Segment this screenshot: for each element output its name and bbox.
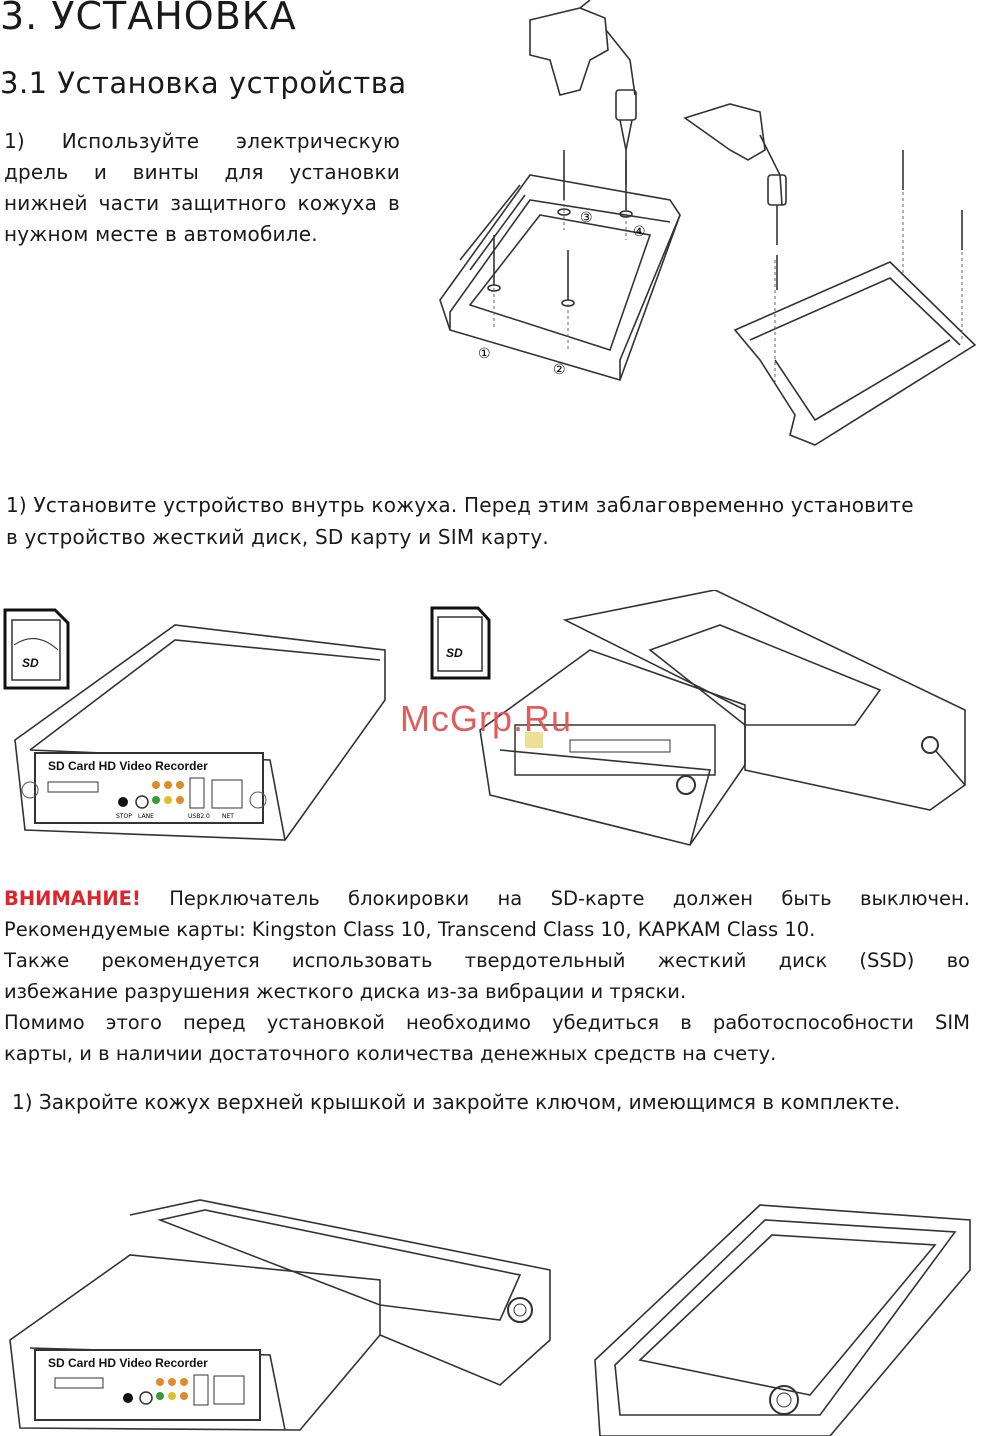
svg-text:SD: SD xyxy=(446,646,463,660)
step2-line2: в устройство жесткий диск, SD карту и SIM карту. xyxy=(6,525,549,549)
device-closing-lid xyxy=(10,1200,550,1430)
watermark: McGrp.Ru xyxy=(400,698,573,739)
step2-text xyxy=(6,489,976,553)
drill-icon-2 xyxy=(685,104,786,245)
warning-line3: Также рекомендуется использовать твердотельный жесткий диск (SSD) во xyxy=(4,949,970,972)
screw-label-4: ④ xyxy=(633,224,646,240)
bracket-install-figure xyxy=(430,0,988,460)
screw-label-3: ③ xyxy=(580,210,593,226)
recorder-device xyxy=(15,625,385,840)
bracket-mounted xyxy=(735,150,975,445)
warning-block xyxy=(4,883,970,1069)
drill-icon xyxy=(530,0,636,185)
bracket-tray xyxy=(440,175,680,380)
svg-text:STOP: STOP xyxy=(116,813,132,820)
svg-text:NET: NET xyxy=(222,813,234,820)
screw-label-1: ① xyxy=(478,346,491,362)
warning-label: ВНИМАНИЕ! xyxy=(4,887,141,910)
device-name-label: SD Card HD Video Recorder xyxy=(48,759,208,773)
warning-line2: Рекомендуемые карты: Kingston Class 10, Transcend Class 10, КАРКАМ Class 10. xyxy=(4,918,816,941)
sd-card-icon xyxy=(5,610,68,688)
lid-close-figure xyxy=(0,1160,988,1436)
section-subtitle: 3.1 Установка устройства xyxy=(0,66,407,100)
step2-line1: 1) Установите устройство внутрь кожуха. Перед этим заблаговременно установите xyxy=(6,493,914,517)
svg-text:SD: SD xyxy=(22,656,39,670)
page-title: 3. УСТАНОВКА xyxy=(0,0,297,38)
step1-text: 1) Используйте электрическую дрель и винты для установки нижней части защитного кожуха в нужном месте в автомобиле. xyxy=(4,129,400,246)
warning-line1: Перключатель блокировки на SD-карте должен быть выключен. xyxy=(140,887,970,910)
sd-card-icon-2 xyxy=(432,608,489,678)
svg-text:SD Card HD Video Recorder: SD Card HD Video Recorder xyxy=(48,1356,208,1370)
warning-line6: карты, и в наличии достаточного количества денежных средств на счету. xyxy=(4,1042,777,1065)
svg-text:USB2.0: USB2.0 xyxy=(188,813,210,820)
warning-line4: избежание разрушения жесткого диска из-за вибрации и тряски. xyxy=(4,980,687,1003)
screw-label-2: ② xyxy=(553,362,566,378)
step3-text: 1) Закройте кожух верхней крышкой и закройте ключом, имеющимся в комплекте. xyxy=(12,1090,901,1114)
closed-enclosure xyxy=(595,1205,970,1436)
svg-text:LANE: LANE xyxy=(138,813,154,820)
warning-line5: Помимо этого перед установкой необходимо убедиться в работоспособности SIM xyxy=(4,1011,970,1034)
